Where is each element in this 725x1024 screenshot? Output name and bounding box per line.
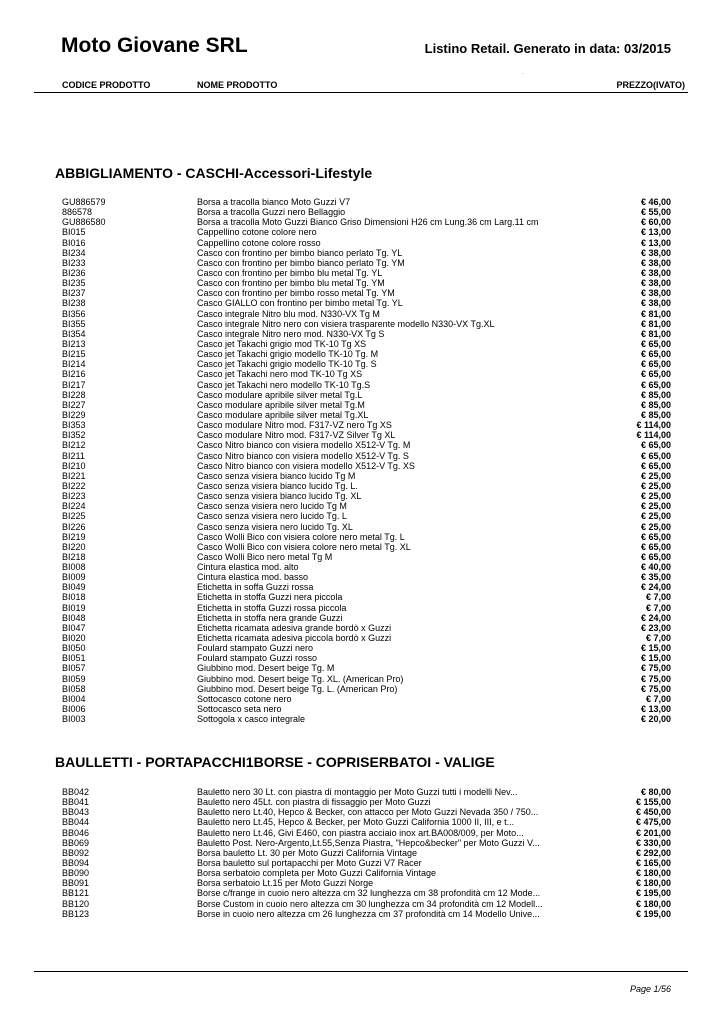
table-row: [0, 461, 725, 471]
table-row: [0, 663, 725, 673]
product-code: BI058: [62, 683, 86, 694]
product-price: € 201,00: [635, 827, 671, 838]
product-name: Casco Nitro bianco con visiera modello X512-V Tg. XS: [197, 460, 415, 471]
product-code: GU886580: [62, 217, 106, 228]
table-row: [0, 369, 725, 379]
product-code: BI009: [62, 572, 86, 583]
product-code: BI019: [62, 602, 86, 613]
table-row: [0, 258, 725, 268]
product-code: BB043: [62, 807, 90, 818]
table-row: [0, 207, 725, 217]
product-name: Casco Wolli Bico con visiera colore nero metal Tg. XL: [197, 541, 411, 552]
table-row: [0, 858, 725, 868]
product-name: Etichetta in stoffa nera grande Guzzi: [197, 612, 343, 623]
column-header-price: PREZZO(IVATO): [616, 80, 685, 90]
product-name: Cappellino cotone colore nero: [197, 227, 317, 238]
product-code: BI236: [62, 267, 86, 278]
table-row: [0, 878, 725, 888]
product-name: Bauletto nero 30 Lt. con piastra di montaggio per Moto Guzzi tutti i modelli Nev...: [197, 787, 518, 797]
product-price: € 80,00: [640, 787, 671, 797]
product-name: Casco jet Takachi nero modello TK-10 Tg.S: [197, 379, 371, 390]
product-name: Bauletto nero Lt.45, Hepco & Becker, per Moto Guzzi California 1000 II, III, e t...: [197, 817, 515, 828]
product-price: € 38,00: [640, 298, 671, 309]
product-price: € 81,00: [640, 328, 671, 339]
table-row: [0, 309, 725, 319]
product-code: BI216: [62, 369, 86, 380]
product-name: Casco senza visiera nero lucido Tg. L: [197, 511, 347, 522]
product-code: BB044: [62, 817, 90, 828]
product-price: € 38,00: [640, 288, 671, 299]
product-code: BI210: [62, 460, 86, 471]
product-price: € 114,00: [636, 420, 671, 431]
table-row: [0, 481, 725, 491]
product-price: € 60,00: [640, 217, 671, 228]
product-name: Casco senza visiera nero lucido Tg M: [197, 501, 347, 512]
product-name: Borsa serbatoio Lt.15 per Moto Guzzi Norge: [197, 878, 374, 889]
product-name: Casco integrale Nitro blu mod. N330-VX Tg M: [197, 308, 380, 319]
product-code: BI227: [62, 399, 86, 410]
product-code: BI020: [62, 633, 86, 644]
product-price: € 85,00: [640, 409, 671, 420]
table-row: [0, 909, 725, 919]
product-name: Foulard stampato Guzzi nero: [197, 643, 314, 654]
product-price: € 65,00: [640, 349, 671, 360]
table-row: [0, 674, 725, 684]
product-price: € 65,00: [640, 531, 671, 542]
table-row: [0, 562, 725, 572]
product-name: Casco Wolli Bico nero metal Tg M: [197, 551, 333, 562]
product-code: BI217: [62, 379, 86, 390]
product-code: BI233: [62, 257, 86, 268]
product-price: € 25,00: [640, 491, 671, 502]
product-name: Sottocasco seta nero: [197, 704, 282, 715]
product-name: Casco jet Takachi grigio mod TK-10 Tg XS: [197, 338, 367, 349]
footer-divider: [34, 971, 688, 972]
product-name: Bauletto nero 45Lt. con piastra di fissaggio per Moto Guzzi: [197, 797, 431, 808]
product-name: Casco con frontino per bimbo bianco perlato Tg. YL: [197, 247, 403, 258]
product-name: Casco modulare apribile silver metal Tg.M: [197, 399, 365, 410]
table-row: [0, 838, 725, 848]
product-name: Giubbino mod. Desert beige Tg. M: [197, 663, 335, 674]
product-name: Sottocasco cotone nero: [197, 693, 292, 704]
column-header-name: NOME PRODOTTO: [197, 80, 278, 90]
product-price: € 65,00: [640, 359, 671, 370]
product-price: € 75,00: [640, 663, 671, 674]
table-row: [0, 848, 725, 858]
table-row: [0, 633, 725, 643]
product-code: BI057: [62, 663, 86, 674]
product-code: BB092: [62, 847, 90, 858]
product-name: Borsa serbatoio completa per Moto Guzzi California Vintage: [197, 868, 436, 879]
product-price: € 7,00: [645, 633, 671, 644]
table-row: [0, 380, 725, 390]
product-price: € 75,00: [640, 683, 671, 694]
product-name: Casco Wolli Bico con visiera colore nero metal Tg. L: [197, 531, 405, 542]
product-price: € 13,00: [640, 704, 671, 715]
product-code: BB090: [62, 868, 90, 879]
table-row: [0, 329, 725, 339]
table-row: [0, 420, 725, 430]
product-name: Casco jet Takachi grigio modello TK-10 Tg. M: [197, 349, 379, 360]
table-row: [0, 613, 725, 623]
product-code: BI237: [62, 288, 86, 299]
product-price: € 25,00: [640, 511, 671, 522]
table-row: [0, 868, 725, 878]
product-code: 886578: [62, 207, 93, 218]
document-subtitle: Listino Retail. Generato in data: 03/2015: [424, 41, 671, 56]
table-row: [0, 572, 725, 582]
table-row: [0, 298, 725, 308]
table-row: [0, 582, 725, 592]
table-row: [0, 542, 725, 552]
product-code: BB042: [62, 787, 90, 797]
product-code: BI355: [62, 318, 86, 329]
table-row: [0, 491, 725, 501]
table-row: [0, 532, 725, 542]
product-code: BI214: [62, 359, 86, 370]
product-name: Borsa a tracolla Guzzi nero Bellaggio: [197, 207, 346, 218]
table-row: [0, 899, 725, 909]
table-row: [0, 359, 725, 369]
product-name: Etichetta in stoffa Guzzi rossa piccola: [197, 602, 347, 613]
product-name: Casco con frontino per bimbo bianco perlato Tg. YM: [197, 257, 405, 268]
table-row: [0, 217, 725, 227]
product-code: BI003: [62, 714, 86, 725]
table-row: [0, 592, 725, 602]
table-row: [0, 684, 725, 694]
product-price: € 81,00: [640, 318, 671, 329]
table-row: [0, 430, 725, 440]
product-name: Cintura elastica mod. basso: [197, 572, 309, 583]
product-code: BI211: [62, 450, 85, 461]
product-code: BI213: [62, 338, 86, 349]
product-name: Cintura elastica mod. alto: [197, 562, 299, 573]
product-name: Borse in cuoio nero altezza cm 26 lunghezza cm 37 profondità cm 14 Modello Unive...: [197, 908, 540, 919]
product-price: € 114,00: [636, 430, 671, 441]
product-price: € 13,00: [640, 237, 671, 248]
product-code: BI218: [62, 551, 86, 562]
product-code: BI219: [62, 531, 86, 542]
product-name: Casco senza visiera bianco lucido Tg. XL: [197, 491, 362, 502]
product-price: € 81,00: [640, 308, 671, 319]
product-price: € 195,00: [635, 888, 671, 899]
product-price: € 38,00: [640, 247, 671, 258]
product-price: € 475,00: [635, 817, 671, 828]
product-name: Casco jet Takachi nero mod TK-10 Tg XS: [197, 369, 363, 380]
table-row: [0, 390, 725, 400]
product-price: € 7,00: [645, 592, 671, 603]
product-name: Casco Nitro bianco con visiera modello X512-V Tg. M: [197, 440, 411, 451]
product-name: Etichetta ricamata adesiva grande bordò x Guzzi: [197, 622, 392, 633]
product-name: Casco con frontino per bimbo blu metal Tg. YM: [197, 278, 385, 289]
product-name: Etichetta in soffa Guzzi rossa: [197, 582, 314, 593]
product-list: [0, 787, 725, 919]
product-price: € 15,00: [640, 653, 671, 664]
product-code: BB121: [62, 888, 90, 899]
product-price: € 25,00: [640, 521, 671, 532]
product-code: BI051: [62, 653, 86, 664]
product-name: Etichetta ricamata adesiva piccola bordò x Guzzi: [197, 633, 392, 644]
product-code: BI018: [62, 592, 86, 603]
product-price: € 65,00: [640, 369, 671, 380]
table-row: [0, 623, 725, 633]
product-code: BI224: [62, 501, 86, 512]
product-code: BI221: [62, 470, 86, 481]
product-code: BI229: [62, 409, 86, 420]
table-row: [0, 268, 725, 278]
table-row: [0, 197, 725, 207]
product-price: € 13,00: [640, 227, 671, 238]
product-code: BI049: [62, 582, 86, 593]
product-code: BI212: [62, 440, 86, 451]
product-name: Borsa a tracolla Moto Guzzi Bianco Griso Dimensioni H26 cm Lung.36 cm Larg.11 cm: [197, 217, 539, 228]
product-price: € 38,00: [640, 267, 671, 278]
product-price: € 23,00: [640, 622, 671, 633]
column-header-code: CODICE PRODOTTO: [62, 80, 151, 90]
table-row: [0, 410, 725, 420]
product-price: € 15,00: [640, 643, 671, 654]
table-row: [0, 349, 725, 359]
table-row: [0, 653, 725, 663]
product-code: BI353: [62, 420, 86, 431]
product-name: Borse c/frange in cuoio nero altezza cm 32 lunghezza cm 38 profondità cm 12 Mode...: [197, 888, 541, 899]
product-price: € 25,00: [640, 480, 671, 491]
product-code: BB041: [62, 797, 90, 808]
product-name: Sottogola x casco integrale: [197, 714, 306, 725]
product-price: € 65,00: [640, 450, 671, 461]
product-code: BI223: [62, 491, 86, 502]
table-row: [0, 828, 725, 838]
product-price: € 24,00: [640, 582, 671, 593]
product-price: € 65,00: [640, 440, 671, 451]
table-row: [0, 501, 725, 511]
product-code: BI228: [62, 389, 86, 400]
product-price: € 25,00: [640, 470, 671, 481]
table-row: [0, 807, 725, 817]
product-price: € 180,00: [635, 898, 671, 909]
product-name: Cappellino cotone colore rosso: [197, 237, 321, 248]
table-row: [0, 440, 725, 450]
company-name: Moto Giovane SRL: [61, 34, 248, 57]
product-name: Bauletto Post. Nero-Argento,Lt.55,Senza Piastra, "Hepco&becker" per Moto Guzzi V...: [197, 837, 540, 848]
product-price: € 195,00: [635, 908, 671, 919]
product-name: Casco modulare apribile silver metal Tg.XL: [197, 409, 369, 420]
header-divider: [34, 92, 688, 93]
product-price: € 65,00: [640, 541, 671, 552]
product-code: BI004: [62, 693, 86, 704]
product-name: Giubbino mod. Desert beige Tg. L. (American Pro): [197, 683, 398, 694]
table-row: [0, 339, 725, 349]
product-code: BI356: [62, 308, 86, 319]
table-row: [0, 248, 725, 258]
table-row: [0, 288, 725, 298]
product-price: € 65,00: [640, 460, 671, 471]
table-row: [0, 552, 725, 562]
product-price: € 46,00: [640, 197, 671, 207]
product-price: € 155,00: [635, 797, 671, 808]
section-title: ABBIGLIAMENTO - CASCHI-Accessori-Lifestyle: [55, 165, 373, 181]
table-row: [0, 511, 725, 521]
product-code: BI238: [62, 298, 86, 309]
product-code: BI006: [62, 704, 86, 715]
product-name: Casco modulare apribile silver metal Tg.L: [197, 389, 363, 400]
table-row: [0, 888, 725, 898]
product-code: BI047: [62, 622, 86, 633]
product-code: BI352: [62, 430, 86, 441]
product-name: Giubbino mod. Desert beige Tg. XL. (American Pro): [197, 673, 404, 684]
table-row: [0, 714, 725, 724]
product-name: Casco senza visiera bianco lucido Tg M: [197, 470, 356, 481]
table-row: [0, 471, 725, 481]
table-row: [0, 643, 725, 653]
product-price: € 25,00: [640, 501, 671, 512]
product-price: € 292,00: [635, 847, 671, 858]
product-price: € 55,00: [640, 207, 671, 218]
product-name: Casco con frontino per bimbo rosso metal Tg. YM: [197, 288, 395, 299]
product-name: Etichetta in stoffa Guzzi nera piccola: [197, 592, 343, 603]
product-code: BI016: [62, 237, 86, 248]
product-name: Casco integrale Nitro nero mod. N330-VX Tg S: [197, 328, 385, 339]
product-name: Casco modulare Nitro mod. F317-VZ Silver Tg XL: [197, 430, 396, 441]
product-price: € 24,00: [640, 612, 671, 623]
product-price: € 85,00: [640, 399, 671, 410]
product-price: € 20,00: [640, 714, 671, 725]
product-code: BI215: [62, 349, 86, 360]
table-row: [0, 451, 725, 461]
product-code: BI008: [62, 562, 86, 573]
product-name: Borsa bauletto sul portapacchi per Moto Guzzi V7 Racer: [197, 857, 422, 868]
product-name: Borsa bauletto Lt. 30 per Moto Guzzi California Vintage: [197, 847, 417, 858]
product-code: BB123: [62, 908, 90, 919]
table-row: [0, 278, 725, 288]
page-number: Page 1/56: [629, 984, 671, 994]
product-code: BI059: [62, 673, 86, 684]
product-price: € 165,00: [635, 857, 671, 868]
product-price: € 330,00: [635, 837, 671, 848]
product-code: BB091: [62, 878, 90, 889]
product-code: BI354: [62, 328, 86, 339]
product-code: BI220: [62, 541, 86, 552]
product-code: BI226: [62, 521, 86, 532]
product-price: € 7,00: [645, 693, 671, 704]
product-code: BI225: [62, 511, 86, 522]
product-name: Borse Custom in cuoio nero altezza cm 30 lunghezza cm 34 profondità cm 12 Modell...: [197, 898, 543, 909]
product-code: BI234: [62, 247, 86, 258]
table-row: [0, 817, 725, 827]
product-code: BI015: [62, 227, 86, 238]
product-price: € 75,00: [640, 673, 671, 684]
table-row: [0, 694, 725, 704]
product-price: € 65,00: [640, 379, 671, 390]
product-name: Casco GIALLO con frontino per bimbo metal Tg. YL: [197, 298, 403, 309]
product-code: BI222: [62, 480, 86, 491]
product-code: BI048: [62, 612, 86, 623]
product-list: [0, 197, 725, 724]
product-price: € 180,00: [635, 868, 671, 879]
product-price: € 35,00: [640, 572, 671, 583]
product-code: BB046: [62, 827, 90, 838]
product-price: € 40,00: [640, 562, 671, 573]
product-price: € 65,00: [640, 551, 671, 562]
product-name: Casco senza visiera nero lucido Tg. XL: [197, 521, 353, 532]
product-name: Casco senza visiera bianco lucido Tg. L.: [197, 480, 358, 491]
product-name: Foulard stampato Guzzi rosso: [197, 653, 318, 664]
product-price: € 450,00: [635, 807, 671, 818]
product-code: BI050: [62, 643, 86, 654]
product-name: Casco Nitro bianco con visiera modello X512-V Tg. S: [197, 450, 409, 461]
table-row: [0, 227, 725, 237]
table-row: [0, 704, 725, 714]
product-name: Casco con frontino per bimbo blu metal Tg. YL: [197, 267, 383, 278]
product-price: € 65,00: [640, 338, 671, 349]
product-code: BI235: [62, 278, 86, 289]
product-name: Borsa a tracolla bianco Moto Guzzi V7: [197, 197, 351, 207]
table-row: [0, 319, 725, 329]
table-row: [0, 400, 725, 410]
table-row: [0, 797, 725, 807]
product-name: Casco modulare Nitro mod. F317-VZ nero Tg XS: [197, 420, 392, 431]
header-mark: .: [522, 70, 524, 76]
product-name: Bauletto nero Lt.40, Hepco & Becker, con attacco per Moto Guzzi Nevada 350 / 750...: [197, 807, 539, 818]
product-price: € 180,00: [635, 878, 671, 889]
table-row: [0, 522, 725, 532]
table-row: [0, 238, 725, 248]
product-code: BB069: [62, 837, 90, 848]
product-price: € 38,00: [640, 257, 671, 268]
product-name: Casco integrale Nitro nero con visiera trasparente modello N330-VX Tg.XL: [197, 318, 495, 329]
product-price: € 85,00: [640, 389, 671, 400]
product-code: GU886579: [62, 197, 106, 207]
product-name: Casco jet Takachi grigio modello TK-10 Tg. S: [197, 359, 377, 370]
product-code: BB094: [62, 857, 90, 868]
table-row: [0, 603, 725, 613]
product-name: Bauletto nero Lt.46, Givi E460, con piastra acciaio inox art.BA008/009, per Moto...: [197, 827, 524, 838]
product-price: € 38,00: [640, 278, 671, 289]
product-price: € 7,00: [645, 602, 671, 613]
product-code: BB120: [62, 898, 90, 909]
section-title: BAULLETTI - PORTAPACCHI1BORSE - COPRISERBATOI - VALIGE: [55, 754, 495, 770]
table-row: [0, 787, 725, 797]
